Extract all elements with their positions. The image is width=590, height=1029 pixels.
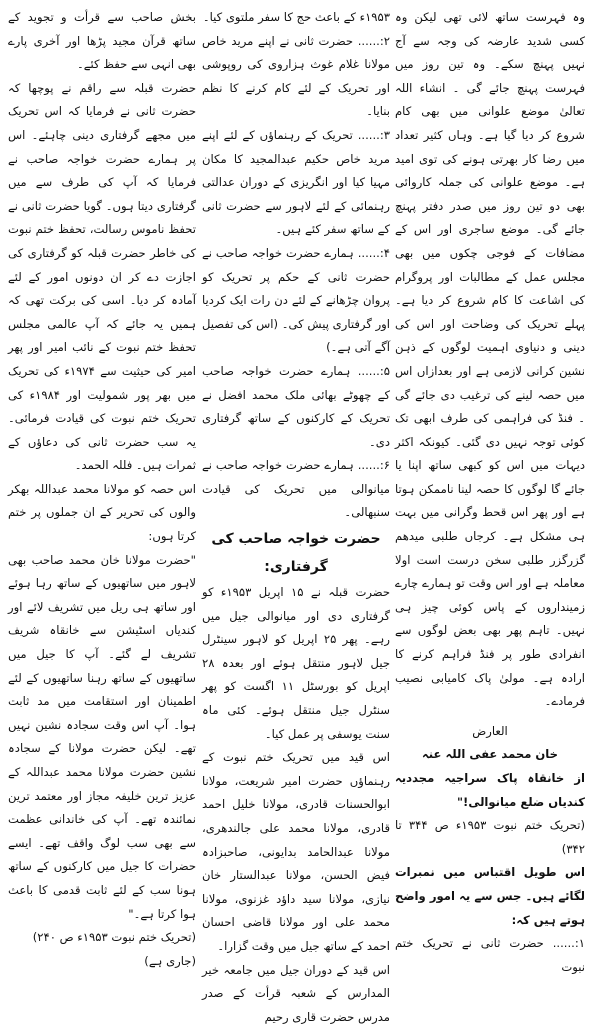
list-item: ۵:...... ہمارے حضرت خواجہ صاحب کے چھوٹے بھائی ملک محمد افضل نے تحریک کے کارکنوں کے ساتھ گرفتاری دی۔ [202,363,390,449]
paragraph: اس حصہ کو مولانا محمد عبداللہ بھکر والوں کی تحریر کے ان جملوں پر ختم کرتا ہوں: [8,481,196,544]
list-item: ۲:...... حضرت ثانی نے اپنے مرید خاص مولانا غلام غوث ہزاروی کی روپوشی اور تحریک کے لئے کام کرنے کا نظم بنایا۔ [202,33,390,119]
reference: (تحریک ختم نبوت ۱۹۵۳ء ص ۳۴۴ تا ۳۴۲) [395,818,586,856]
signature-name: خان محمد عفی اللہ عنہ [421,747,559,762]
column-middle [202,6,390,1024]
list-item: ۱:...... حضرت ثانی نے تحریک ختم نبوت [395,936,585,974]
reference: (تحریک ختم نبوت ۱۹۵۳ء ص ۲۴۰) [32,930,196,945]
letter-origin: از خانقاہ پاک سراجیہ مجددیہ کندیاں ضلع میانوالی!" [395,771,585,809]
paragraph: اس طویل اقتباس میں نمبرات لگائے ہیں۔ جس سے یہ امور واضح ہوتے ہیں کہ: [395,865,585,927]
signature-label: العارض [472,723,508,738]
continued-note: (جاری ہے) [144,953,196,968]
list-item: ۶:...... ہمارے حضرت خواجہ صاحب نے میانوالی میں تحریک کی قیادت سنبھالی۔ [202,458,390,520]
section-heading: حضرت خواجہ صاحب کی گرفتاری: [211,531,381,576]
list-item: ۱۹۵۳ء کے باعث حج کا سفر ملتوی کیا۔ [202,10,390,24]
list-item: ۳:...... تحریک کے رہنماؤں کے لئے اپنے مرید خاص حکیم عبدالمجید کا مکان مہیا کیا اور انگریزی کے دوران عدالتی رہنمائی کے لئے لاہور سے حضرت ثانی کے ساتھ سفر کئے ہیں۔ [202,127,390,237]
list-item: ۴:...... ہمارے حضرت خواجہ صاحب نے حضرت ثانی کے حکم پر تحریک کو پروان چڑھانے کے لئے دن رات ایک کردیا اور گرفتاری پیش کی۔ (اس کی تفصیل آگے آتی ہے۔) [202,245,390,355]
paragraph: حضرت قبلہ سے راقم نے پوچھا کہ حضرت ثانی نے فرمایا کہ اس تحریک میں مجھے گرفتاری دینی چاہئے۔ اس پر ہمارے حضرت خواجہ صاحب نے فرمایا کہ آپ کی طرف سے میں گرفتاری دیتا ہوں۔ گویا حضرت ثانی نے تحفظ ناموس رسالت، تحفظ ختم نبوت کی خاطر حضرت قبلہ کو گرفتاری کی اجازت دے کر ان دونوں امور کے لئے آمادہ کر دیا۔ اسی کی برکت تھی کہ ہمیں یہ جائے کہ آپ عالمی مجلس تحفظ ختم نبوت کے نائب امیر اور پھر امیر کی حیثیت سے ۱۹۷۴ء کی تحریک میں بھر پور شمولیت اور ۱۹۸۴ء کی تحریک ختم نبوت کی قیادت فرمائی۔ یہ سب حضرت ثانی کی دعاؤں کے ثمرات ہیں۔ فللہ الحمد۔ [8,80,197,473]
paragraph: وہ فہرست ساتھ لائی تھی لیکن وہ کسی شدید عارضہ کی وجہ سے آج نہیں پہنچ سکے۔ وہ تین روز میں فہرست پہنچ جائے گی ۔ انشاء اللہ تعالیٰ موضع علوانی میں بھی کام شروع کر دیا گیا ہے۔ وہاں کثیر تعداد میں رضا کار بھرتی ہونے کی توی امید ہے۔ موضع علوانی کی جملہ کاروائی بھی دو تین روز میں صدر دفتر پہنچ جائے گی۔ موضع ساجری اور اس کے مضافات کے فوجی چکوں میں بھی مجلس عمل کے مطالبات اور پروگرام کی اشاعت کا کام شروع کر دیا ہے۔ پہلے تحریک کی وضاحت اور اس کی دینی و دنیاوی اہمیت لوگوں کے ذہن نشین کرانی لازمی ہے اور بعدازاں اس میں حصہ لینے کی ترغیب دی جائے گی ۔ فنڈ کی فراہمی کی طرف ابھی تک کوئی توجہ نہیں دی گئی۔ کیونکہ اکثر دیہات میں اس کو کبھی ساتھ اپنا یا جائے گا لوگوں کا حصہ لینا ناممکن ہوتا ہے اور پھر اس قحط وگرانی میں بہت ہی مشکل ہے۔ کرجاں طلبی میدھم گزرگزر طلبی سخن درست است اولا معاملہ ہے اور اس وقت تو ہمارے چارے زمینداروں کے پاس کوئی چیز ہی نہیں۔ تاہم پھر بھی بعض لوگوں سے انفرادی طور پر فنڈ فراہم کرنے کا ارادہ ہے۔ مولیٰ پاک کامیابی نصیب فرمادے۔ [395,10,585,709]
paragraph: اس قید کے دوران جیل میں جامعہ خیر المدارس کے شعبہ قرأت کے صدر مدرس حضرت قاری رحیم [202,962,390,1024]
paragraph: اس قید میں تحریک ختم نبوت کے رہنماؤں حضرت امیر شریعت، مولانا ابوالحسنات قادری، مولانا خلیل احمد قادری، مولانا محمد علی جالندھری، مولانا عبدالحامد بدایونی، صاحبزادہ فیض الحسن، مولانا عبدالستار خان نیازی، مولانا سید داؤد غزنوی، مولانا محمد علی اور مولانا قاضی احسان احمد کے ساتھ جیل میں وقت گزارا۔ [202,750,390,953]
column-left [8,6,197,968]
paragraph: حضرت قبلہ نے ۱۵ اپریل ۱۹۵۳ء کو گرفتاری دی اور میانوالی جیل میں رہے۔ پھر ۲۵ اپریل کو لاہور سینٹرل جیل لاہور منتقل ہوئے اور بعدہ ۲۸ اپریل کو بورسٹل ۱۱ اگست کو پھر سنٹرل جیل منتقل ہوئے۔ کئی ماہ سنت یوسفی پر عمل کیا۔ [202,585,390,741]
quotation: "حضرت مولانا خان محمد صاحب بھی لاہور میں ساتھیوں کے ساتھ رہا ہوئے اور ساتھ ہی ریل میں تشریف لائے اور کندیاں اسٹیشن سے خانقاہ شریف تشریف لے گئے۔ آپ کا جیل میں ساتھیوں کے ساتھ رہنا ساتھیوں کے لئے اطمینان اور استقامت میں مد ثابت ہوا۔ آپ اس وقت سجادہ نشین نہیں تھے۔ لیکن حضرت مولانا کے سجادہ نشین حضرت مولانا محمد عبداللہ کے عزیز ترین خلیفہ مجاز اور معتمد ترین نمائندہ تھے۔ آپ کی خاندانی عظمت سے بھی سب لوگ واقف تھے۔ ایسے حضرات کا جیل میں کارکنوں کے ساتھ ہونا سب کے لئے ثابت قدمی کا باعث ہوا کرتا ہے۔" [8,552,196,921]
paragraph: بخش صاحب سے قرأت و تجوید کے ساتھ قرآن مجید پڑھا اور آخری پارے بھی انہی سے حفظ کئے۔ [8,10,196,72]
column-right [395,6,586,974]
